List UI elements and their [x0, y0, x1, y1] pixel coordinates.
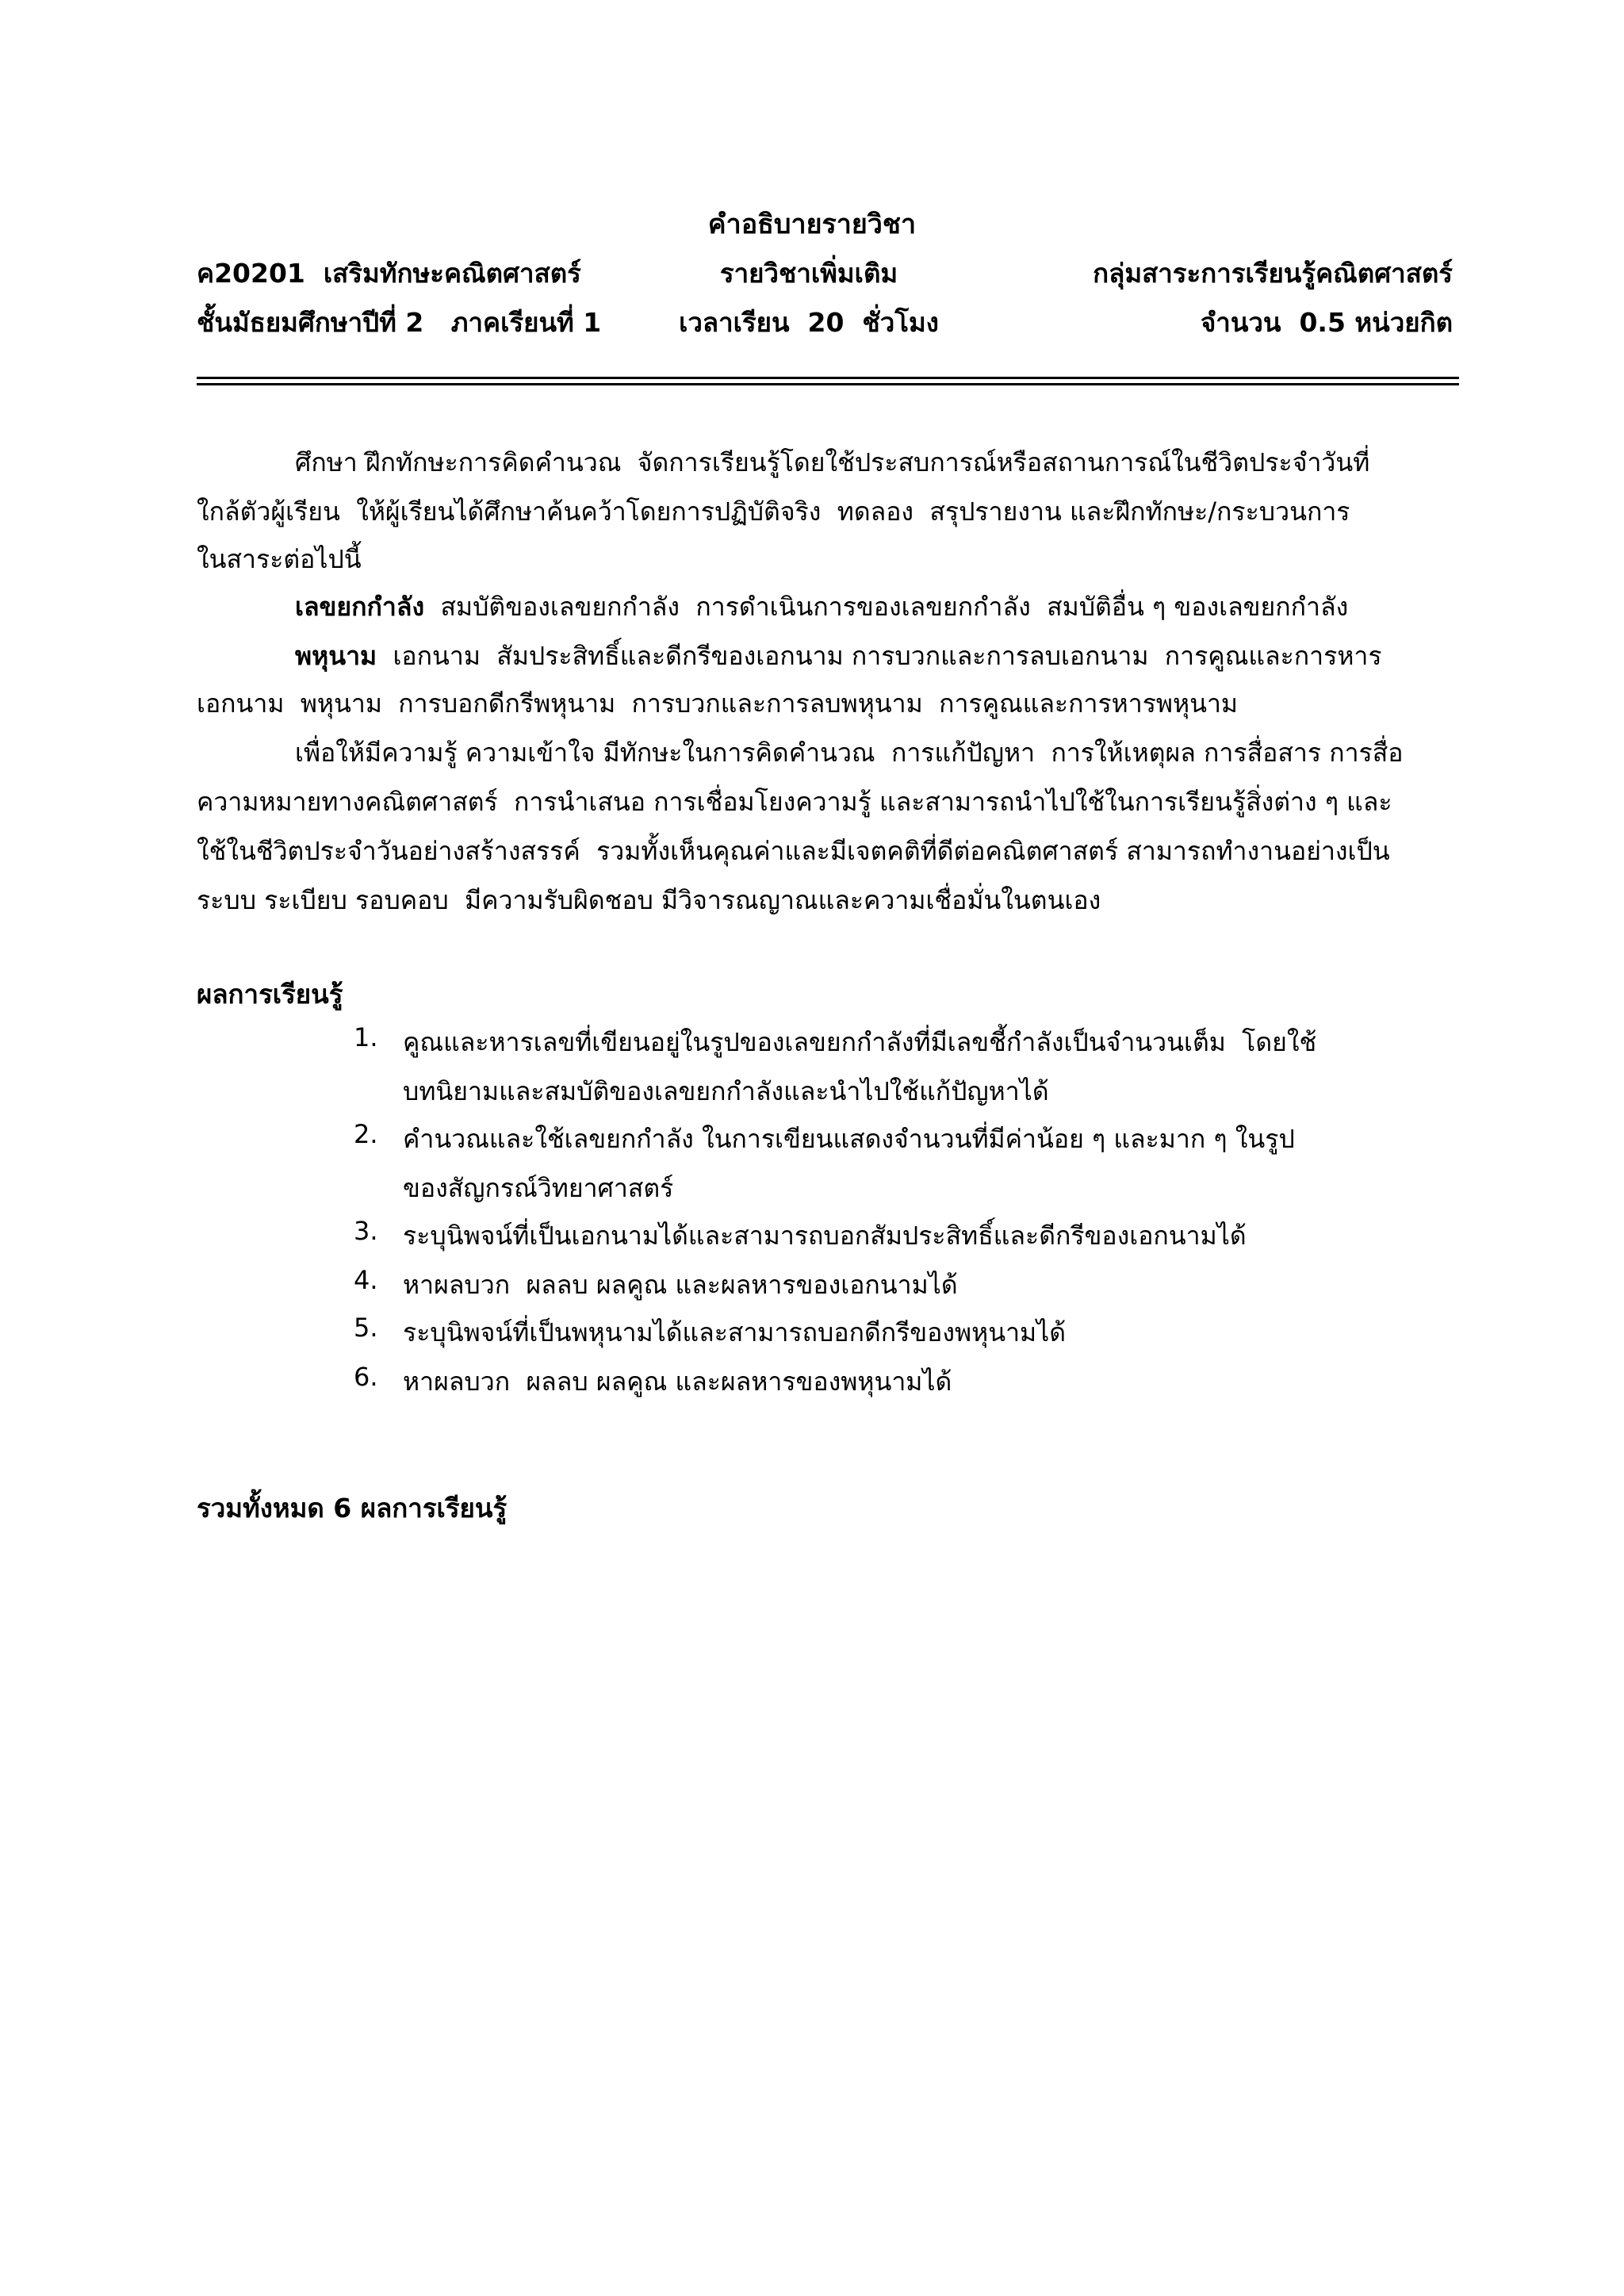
list-item-number: 1.: [354, 1022, 378, 1052]
list-item-number: 2.: [354, 1119, 378, 1149]
header-divider-top: [197, 377, 1459, 379]
description-line-1: ศึกษา ฝึกทักษะการคิดคำนวณ จัดการเรียนรู้โดยใช้ประสบการณ์หรือสถานการณ์ในชีวิตประจำวันที่: [295, 447, 1370, 477]
header-divider-bottom: [197, 383, 1459, 385]
list-item-number: 5.: [354, 1313, 378, 1343]
goal-line-3: ใช้ในชีวิตประจำวันอย่างสร้างสรรค์ รวมทั้งเห็นคุณค่าและมีเจตคติที่ดีต่อคณิตศาสตร์ สามารถทำงานอย่างเป็น: [197, 836, 1390, 866]
topic-polynomials: [295, 643, 1564, 669]
list-item-text: หาผลบวก ผลลบ ผลคูณ และผลหารของพหุนามได้: [403, 1366, 952, 1397]
description-line-2: ใกล้ตัวผู้เรียน ให้ผู้เรียนได้ศึกษาค้นคว้าโดยการปฏิบัติจริง ทดลอง สรุปรายงาน และฝึกทักษะ/กระบวนการ: [197, 496, 1350, 527]
course-code-name: ค20201 เสริมทักษะคณิตศาสตร์: [197, 258, 581, 289]
topic-exponents-text: สมบัติของเลขยกกำลัง การดำเนินการของเลขยกกำลัง สมบัติอื่น ๆ ของเลขยกกำลัง: [424, 592, 1349, 622]
goal-line-2: ความหมายทางคณิตศาสตร์ การนำเสนอ การเชื่อมโยงความรู้ และสามารถนำไปใช้ในการเรียนรู้สิ่งต่าง ๆ และ: [197, 787, 1392, 817]
list-item-number: 6.: [354, 1362, 378, 1392]
list-item-text-continued: บทนิยามและสมบัติของเลขยกกำลังและนำไปใช้แก้ปัญหาได้: [403, 1076, 1049, 1106]
subject-group: กลุ่มสาระการเรียนรู้คณิตศาสตร์: [1093, 258, 1453, 289]
list-item-text: ระบุนิพจน์ที่เป็นพหุนามได้และสามารถบอกดีกรีของพหุนามได้: [403, 1317, 1067, 1347]
course-type: รายวิชาเพิ่มเติม: [719, 258, 898, 289]
list-item-text: หาผลบวก ผลลบ ผลคูณ และผลหารของเอกนามได้: [403, 1270, 958, 1300]
outcomes-total: รวมทั้งหมด 6 ผลการเรียนรู้: [197, 1493, 508, 1524]
list-item-text: คูณและหารเลขที่เขียนอยู่ในรูปของเลขยกกำลังที่มีเลขชี้กำลังเป็นจำนวนเต็ม โดยใช้: [403, 1027, 1317, 1057]
document-title: คำอธิบายรายวิชา: [707, 209, 917, 240]
topic-polynomials-line-2: เอกนาม พหุนาม การบอกดีกรีพหุนาม การบวกและการลบพหุนาม การคูณและการหารพหุนาม: [197, 688, 1239, 719]
description-line-3: ในสาระต่อไปนี้: [197, 544, 362, 574]
list-item-text-continued: ของสัญกรณ์วิทยาศาสตร์: [403, 1173, 674, 1203]
goal-line-1: เพื่อให้มีความรู้ ความเข้าใจ มีทักษะในการคิดคำนวณ การแก้ปัญหา การให้เหตุผล การสื่อสาร การสื่อ: [295, 738, 1404, 768]
topic-polynomials-label: พหุนาม: [295, 641, 377, 671]
goal-line-4: ระบบ ระเบียบ รอบคอบ มีความรับผิดชอบ มีวิจารณญาณและความเชื่อมั่นในตนเอง: [197, 885, 1101, 915]
grade-semester: ชั้นมัธยมศึกษาปีที่ 2 ภาคเรียนที่ 1: [197, 307, 602, 338]
list-item-text: ระบุนิพจน์ที่เป็นเอกนามได้และสามารถบอกสัมประสิทธิ์และดีกรีของเอกนามได้: [403, 1221, 1247, 1251]
credit-units: จำนวน 0.5 หน่วยกิต: [1200, 307, 1453, 338]
topic-exponents-label: เลขยกกำลัง: [295, 592, 425, 622]
list-item-number: 4.: [354, 1265, 378, 1295]
study-hours: เวลาเรียน 20 ชั่วโมง: [679, 307, 939, 338]
topic-polynomials-text: เอกนาม สัมประสิทธิ์และดีกรีของเอกนาม การบวกและการลบเอกนาม การคูณและการหาร: [377, 641, 1382, 671]
list-item-text: คำนวณและใช้เลขยกกำลัง ในการเขียนแสดงจำนวนที่มีค่าน้อย ๆ และมาก ๆ ในรูป: [403, 1124, 1295, 1154]
learning-outcomes-heading: ผลการเรียนรู้: [197, 979, 343, 1010]
topic-exponents: [295, 592, 1564, 622]
list-item-number: 3.: [354, 1216, 378, 1246]
